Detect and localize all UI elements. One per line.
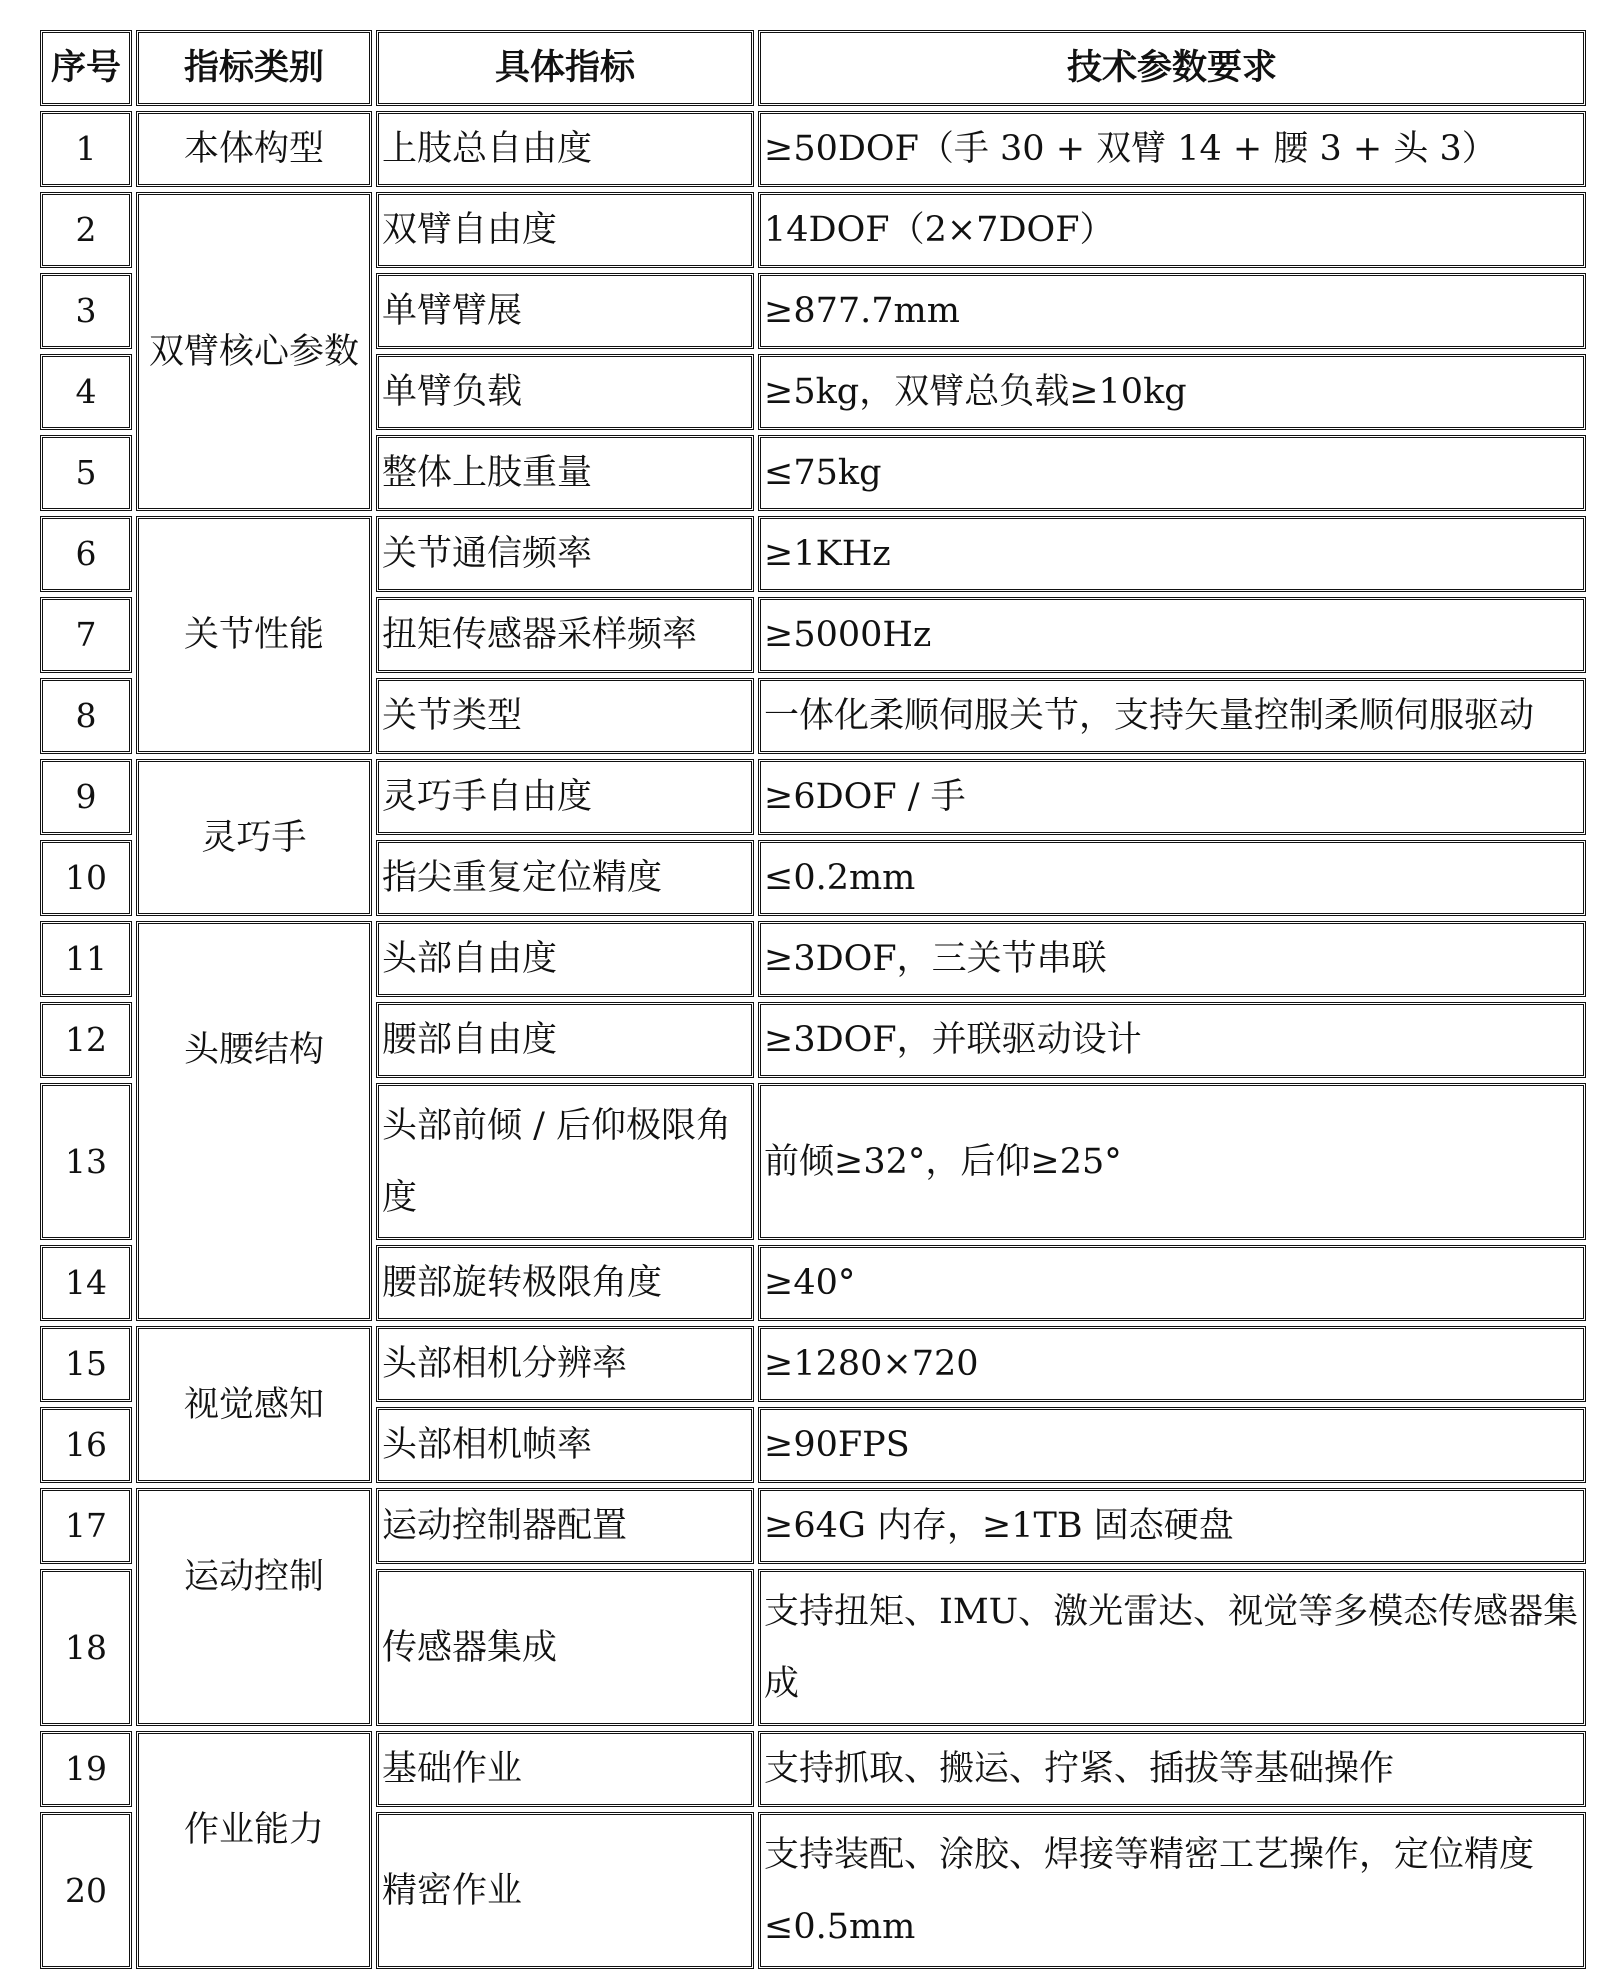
indicator-cell — [376, 840, 754, 916]
indicator-text: 上肢总自由度 — [382, 129, 593, 169]
requirement-cell — [758, 1569, 1586, 1726]
row-index-text: 13 — [65, 1141, 107, 1181]
header-requirement-text: 技术参数要求 — [1066, 47, 1277, 88]
indicator-cell — [376, 192, 754, 268]
requirement-text: ≥40° — [764, 1263, 856, 1303]
row-index — [40, 678, 132, 754]
requirement-cell — [758, 921, 1586, 997]
row-index-text: 4 — [75, 372, 97, 411]
indicator-cell — [376, 1569, 754, 1726]
indicator-text: 扭矩传感器采样频率 — [382, 615, 698, 655]
requirement-text: 14DOF（2×7DOF） — [764, 210, 1115, 250]
category-label: 关节性能 — [183, 615, 324, 655]
header-indicator — [376, 30, 754, 106]
requirement-text: 支持扭矩、IMU、激光雷达、视觉等多模态传感器集成 — [764, 1591, 1579, 1704]
requirement-cell — [758, 1488, 1586, 1564]
requirement-cell — [758, 516, 1586, 592]
row-index — [40, 435, 132, 511]
requirement-cell — [758, 1083, 1586, 1240]
requirement-cell — [758, 1326, 1586, 1402]
category-label: 双臂核心参数 — [148, 331, 359, 372]
requirement-cell — [758, 273, 1586, 349]
row-index — [40, 1245, 132, 1321]
indicator-cell — [376, 597, 754, 673]
requirement-text: ≥3DOF，并联驱动设计 — [764, 1020, 1142, 1060]
requirement-cell — [758, 192, 1586, 268]
row-index-text: 7 — [75, 615, 97, 654]
requirement-cell — [758, 354, 1586, 430]
indicator-text: 关节通信频率 — [382, 534, 593, 574]
indicator-text: 腰部自由度 — [382, 1020, 558, 1060]
row-index-text: 17 — [65, 1506, 107, 1545]
indicator-cell — [376, 435, 754, 511]
requirement-cell — [758, 435, 1586, 511]
row-index-text: 3 — [75, 291, 97, 330]
row-index — [40, 1488, 132, 1564]
requirement-text: ≥1280×720 — [764, 1344, 979, 1384]
row-index-text: 19 — [65, 1749, 107, 1788]
row-index — [40, 1083, 132, 1240]
row-index — [40, 111, 132, 187]
indicator-cell — [376, 354, 754, 430]
indicator-text: 传感器集成 — [382, 1627, 558, 1668]
requirement-text: 支持装配、涂胶、焊接等精密工艺操作，定位精度≤0.5mm — [764, 1834, 1535, 1947]
indicator-cell — [376, 678, 754, 754]
indicator-cell — [376, 516, 754, 592]
requirement-text: ≥6DOF / 手 — [764, 777, 966, 817]
row-index — [40, 1569, 132, 1726]
requirement-cell — [758, 597, 1586, 673]
requirement-text: 一体化柔顺伺服关节，支持矢量控制柔顺伺服驱动 — [764, 696, 1535, 736]
indicator-text: 单臂负载 — [382, 372, 523, 412]
requirement-text: ≤0.2mm — [764, 858, 916, 898]
category-cell — [136, 192, 372, 511]
indicator-text: 整体上肢重量 — [382, 453, 593, 493]
indicator-cell — [376, 921, 754, 997]
row-index-text: 5 — [75, 453, 97, 492]
row-index — [40, 516, 132, 592]
requirement-cell — [758, 1407, 1586, 1483]
category-label: 本体构型 — [183, 129, 324, 169]
row-index-text: 15 — [65, 1344, 107, 1383]
indicator-text: 运动控制器配置 — [382, 1506, 628, 1546]
requirement-cell — [758, 1002, 1586, 1078]
row-index-text: 12 — [65, 1020, 107, 1059]
indicator-cell — [376, 1083, 754, 1240]
row-index-text: 20 — [65, 1870, 107, 1910]
row-index-text: 18 — [65, 1627, 107, 1667]
row-index-text: 16 — [65, 1425, 107, 1464]
row-index — [40, 597, 132, 673]
row-index — [40, 1731, 132, 1807]
row-index — [40, 354, 132, 430]
row-index-text: 9 — [75, 777, 97, 816]
requirement-text: ≥5000Hz — [764, 615, 932, 655]
row-index — [40, 1326, 132, 1402]
indicator-cell — [376, 273, 754, 349]
category-cell — [136, 1731, 372, 1969]
requirement-cell — [758, 840, 1586, 916]
indicator-cell — [376, 1002, 754, 1078]
row-index — [40, 1407, 132, 1483]
row-index — [40, 759, 132, 835]
indicator-cell — [376, 1326, 754, 1402]
row-index-text: 14 — [65, 1263, 107, 1302]
requirement-text: ≥5kg，双臂总负载≥10kg — [764, 372, 1187, 412]
indicator-text: 指尖重复定位精度 — [382, 858, 663, 898]
indicator-text: 灵巧手自由度 — [382, 777, 593, 817]
header-index-text: 序号 — [50, 47, 121, 88]
requirement-text: ≥64G 内存，≥1TB 固态硬盘 — [764, 1506, 1234, 1546]
row-index — [40, 273, 132, 349]
row-index — [40, 1002, 132, 1078]
header-category — [136, 30, 372, 106]
category-cell — [136, 921, 372, 1321]
requirement-text: 前倾≥32°，后仰≥25° — [764, 1141, 1122, 1182]
category-label: 头腰结构 — [183, 1030, 324, 1070]
row-index-text: 1 — [75, 129, 97, 168]
category-label: 灵巧手 — [201, 817, 307, 858]
row-index-text: 2 — [75, 210, 97, 249]
category-cell — [136, 111, 372, 187]
indicator-text: 关节类型 — [382, 696, 523, 736]
requirement-cell — [758, 1245, 1586, 1321]
indicator-text: 基础作业 — [382, 1749, 523, 1789]
requirement-text: ≥877.7mm — [764, 291, 960, 331]
header-requirement — [758, 30, 1586, 106]
category-cell — [136, 1326, 372, 1483]
row-index — [40, 1812, 132, 1969]
indicator-text: 头部相机分辨率 — [382, 1344, 628, 1384]
indicator-cell — [376, 1731, 754, 1807]
indicator-text: 头部相机帧率 — [382, 1425, 593, 1465]
requirement-cell — [758, 678, 1586, 754]
indicator-cell — [376, 1488, 754, 1564]
header-category-text: 指标类别 — [183, 47, 324, 88]
category-cell — [136, 1488, 372, 1726]
row-index-text: 8 — [75, 696, 97, 735]
indicator-cell — [376, 759, 754, 835]
requirement-text: ≥3DOF，三关节串联 — [764, 939, 1107, 979]
header-indicator-text: 具体指标 — [494, 47, 635, 88]
row-index-text: 11 — [65, 939, 107, 978]
row-index — [40, 192, 132, 268]
category-cell — [136, 516, 372, 754]
requirement-text: ≥90FPS — [764, 1425, 910, 1465]
requirement-text: ≤75kg — [764, 453, 882, 493]
requirement-cell — [758, 111, 1586, 187]
indicator-text: 头部自由度 — [382, 939, 558, 979]
header-index — [40, 30, 132, 106]
category-cell — [136, 759, 372, 916]
indicator-cell — [376, 1407, 754, 1483]
indicator-text: 腰部旋转极限角度 — [382, 1263, 663, 1303]
category-label: 作业能力 — [183, 1810, 324, 1850]
row-index — [40, 840, 132, 916]
spec-table — [40, 30, 1590, 1954]
row-index — [40, 921, 132, 997]
row-index-text: 10 — [65, 858, 107, 897]
indicator-text: 单臂臂展 — [382, 291, 523, 331]
requirement-text: ≥50DOF（手 30 + 双臂 14 + 腰 3 + 头 3） — [764, 129, 1497, 169]
category-label: 运动控制 — [183, 1557, 324, 1597]
indicator-text: 精密作业 — [382, 1870, 523, 1911]
row-index-text: 6 — [75, 534, 97, 573]
requirement-cell — [758, 1812, 1586, 1969]
indicator-text: 双臂自由度 — [382, 210, 558, 250]
requirement-cell — [758, 759, 1586, 835]
requirement-cell — [758, 1731, 1586, 1807]
indicator-cell — [376, 1812, 754, 1969]
category-label: 视觉感知 — [183, 1384, 324, 1425]
requirement-text: 支持抓取、搬运、拧紧、插拔等基础操作 — [764, 1749, 1395, 1789]
requirement-text: ≥1KHz — [764, 534, 891, 574]
indicator-cell — [376, 111, 754, 187]
indicator-text: 头部前倾 / 后仰极限角度 — [382, 1105, 732, 1218]
indicator-cell — [376, 1245, 754, 1321]
